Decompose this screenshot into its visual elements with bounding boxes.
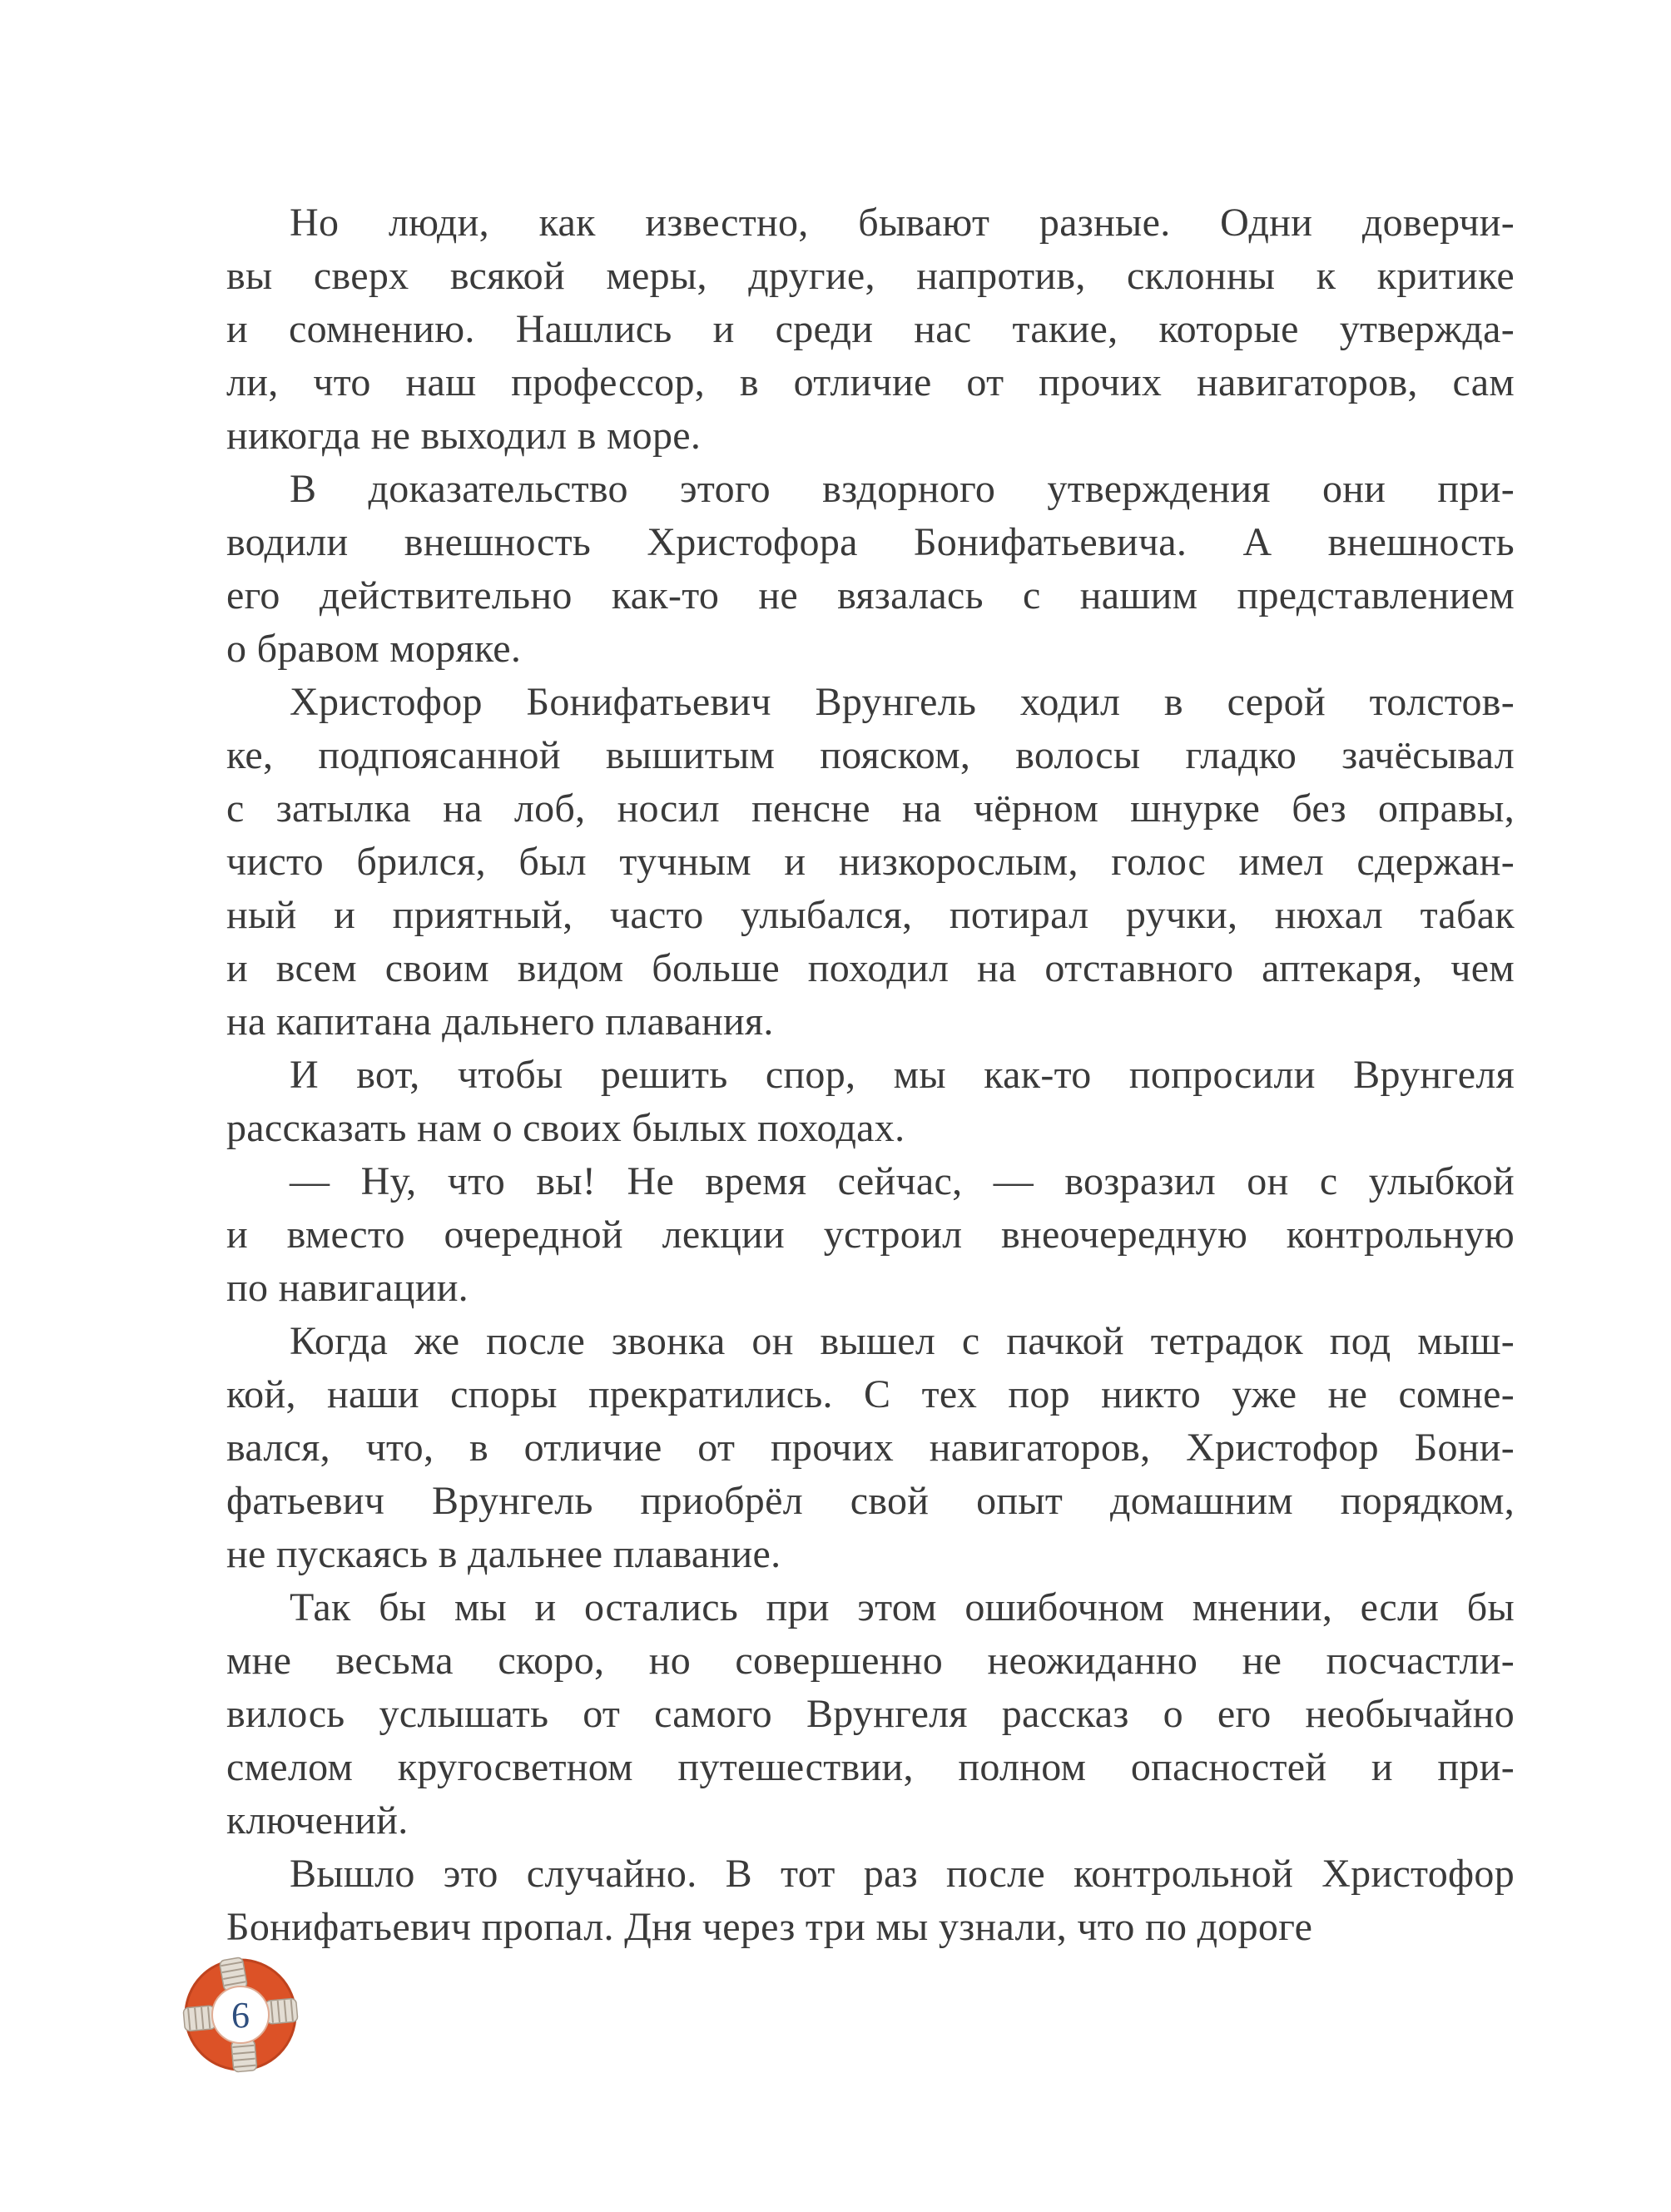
text-line: и всем своим видом больше походил на отставного аптекаря, чем xyxy=(226,946,1515,990)
text-line: чисто брился, был тучным и низкорослым, голос имел сдержан- xyxy=(226,840,1515,884)
text-line: о бравом моряке. xyxy=(226,627,522,671)
paragraph xyxy=(226,1581,1515,1847)
paragraph xyxy=(226,196,1515,463)
text-line: вался, что, в отличие от прочих навигаторов, Христофор Бони- xyxy=(226,1426,1515,1470)
text-line: — Ну, что вы! Не время сейчас, — возразил он с улыбкой xyxy=(290,1159,1515,1203)
text-line: не пускаясь в дальнее плавание. xyxy=(226,1532,781,1576)
paragraph xyxy=(226,463,1515,676)
text-line: В доказательство этого вздорного утверждения они при- xyxy=(290,467,1515,511)
text-line: фатьевич Врунгель приобрёл свой опыт домашним порядком, xyxy=(226,1479,1515,1523)
text-line: вы сверх всякой меры, другие, напротив, склонны к критике xyxy=(226,254,1515,298)
text-line: никогда не выходил в море. xyxy=(226,414,702,458)
text-line: его действительно как-то не вязалась с нашим представлением xyxy=(226,573,1515,617)
text-line: рассказать нам о своих былых походах. xyxy=(226,1106,905,1150)
text-line: мне весьма скоро, но совершенно неожиданно не посчастли- xyxy=(226,1639,1515,1683)
paragraph xyxy=(226,1049,1515,1155)
paragraph xyxy=(226,676,1515,1049)
text-line: ке, подпоясанной вышитым пояском, волосы гладко зачёсывал xyxy=(226,733,1515,777)
paragraph xyxy=(226,1315,1515,1581)
text-line: кой, наши споры прекратились. С тех пор никто уже не сомне- xyxy=(226,1372,1515,1416)
text-line: водили внешность Христофора Бонифатьевича. А внешность xyxy=(226,520,1515,564)
text-line: с затылка на лоб, носил пенсне на чёрном шнурке без оправы, xyxy=(226,786,1515,831)
text-line: на капитана дальнего плавания. xyxy=(226,999,774,1044)
text-line: Когда же после звонка он вышел с пачкой тетрадок под мыш- xyxy=(290,1319,1515,1363)
text-line: ли, что наш профессор, в отличие от прочих навигаторов, сам xyxy=(226,360,1515,404)
text-line: ключений. xyxy=(226,1798,409,1843)
page-number: 6 xyxy=(231,1994,250,2036)
text-line: Но люди, как известно, бывают разные. Одни доверчи- xyxy=(290,201,1515,245)
page-text xyxy=(226,196,1515,1954)
text-line: И вот, чтобы решить спор, мы как-то попросили Врунгеля xyxy=(290,1053,1515,1097)
paragraph xyxy=(226,1155,1515,1315)
text-line: по навигации. xyxy=(226,1266,469,1310)
text-line: Вышло это случайно. В тот раз после контрольной Христофор xyxy=(290,1852,1515,1896)
text-line: Бонифатьевич пропал. Дня через три мы узнали, что по дороге xyxy=(226,1905,1313,1949)
text-line: ный и приятный, часто улыбался, потирал ручки, нюхал табак xyxy=(226,893,1515,937)
paragraph xyxy=(226,1847,1515,1954)
text-line: и сомнению. Нашлись и среди нас такие, которые утвержда- xyxy=(226,307,1515,351)
text-line: и вместо очередной лекции устроил внеочередную контрольную xyxy=(226,1213,1515,1257)
text-line: смелом кругосветном путешествии, полном опасностей и при- xyxy=(226,1745,1515,1789)
text-line: вилось услышать от самого Врунгеля рассказ о его необычайно xyxy=(226,1692,1515,1736)
text-line: Христофор Бонифатьевич Врунгель ходил в серой толстов- xyxy=(290,680,1515,724)
text-line: Так бы мы и остались при этом ошибочном мнении, если бы xyxy=(290,1585,1515,1629)
